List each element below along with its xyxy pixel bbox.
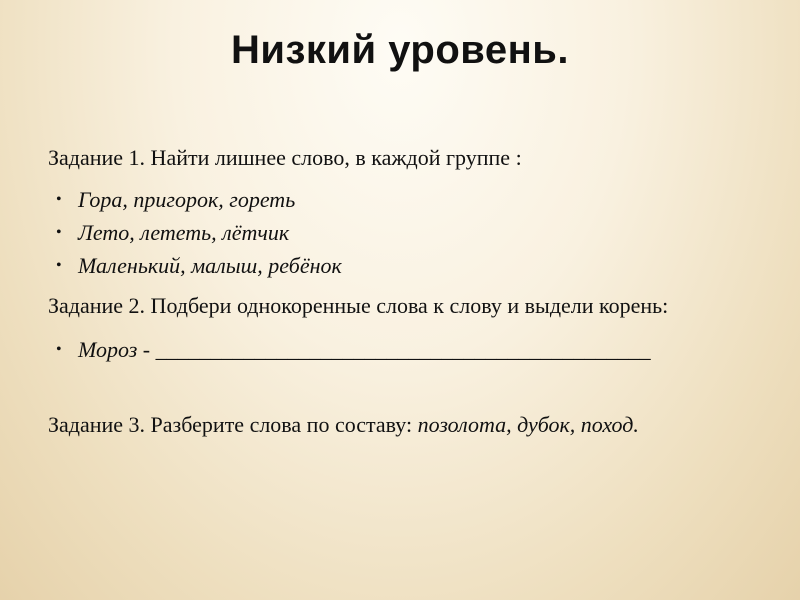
list-item (48, 219, 768, 247)
list-item (48, 186, 768, 214)
list-item-text: Гора, пригорок, гореть (78, 187, 296, 212)
bullet-icon: • (56, 257, 62, 274)
list-item-text: Мороз - _____________________________________________ (78, 337, 651, 362)
task-1-list (48, 186, 768, 280)
task-1-text: Задание 1. Найти лишнее слово, в каждой группе : (48, 145, 522, 170)
slide-content (48, 144, 768, 439)
list-item-text: Маленький, малыш, ребёнок (78, 253, 342, 278)
list-item (48, 252, 768, 280)
task-3-text (48, 411, 768, 439)
bullet-icon: • (56, 341, 62, 358)
task-3-label: Задание 3. Разберите слова по составу: (48, 412, 418, 437)
task-2-text: Задание 2. Подбери однокоренные слова к слову и выдели корень: (48, 293, 669, 318)
bullet-icon: • (56, 224, 62, 241)
list-item-text: Лето, лететь, лётчик (78, 220, 290, 245)
slide-title: Низкий уровень. (231, 28, 569, 72)
bullet-icon: • (56, 191, 62, 208)
task-2-list (48, 336, 768, 364)
task-3-words: позолота, дубок, поход. (417, 412, 639, 437)
list-item (48, 336, 768, 364)
